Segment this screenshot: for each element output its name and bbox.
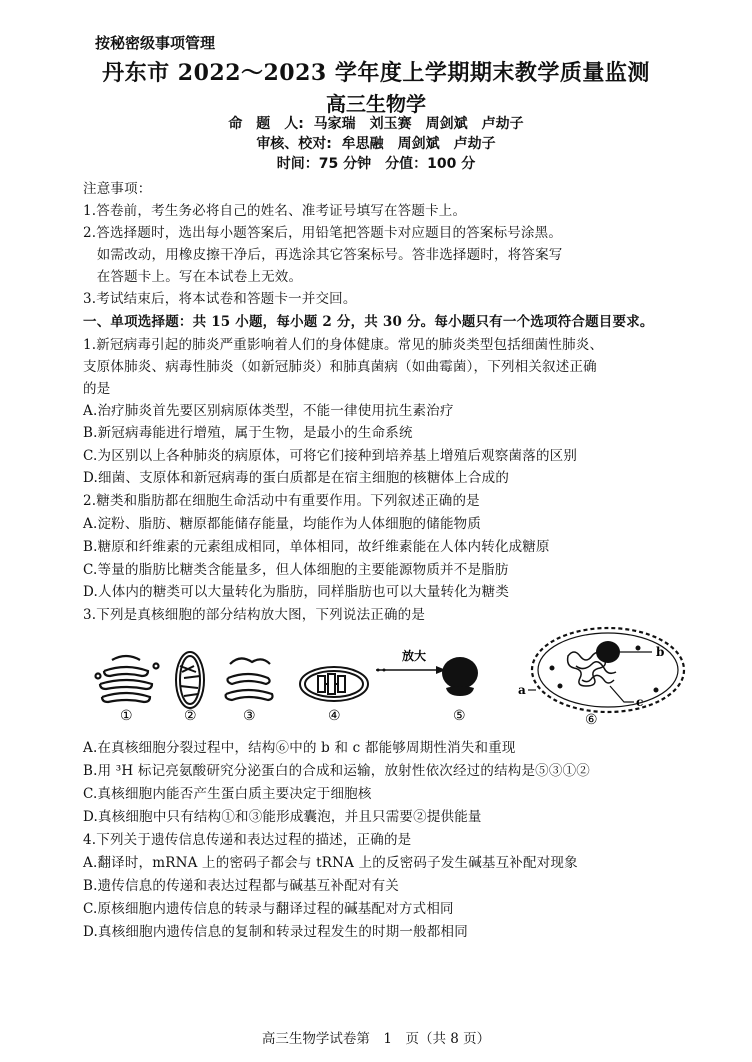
pointer-c-label: c xyxy=(636,695,644,709)
notice-item: 如需改动，用橡皮擦干净后，再选涂其它答案标号。答非选择题时，将答案写 xyxy=(83,247,563,263)
ribosome-enlarge-icon xyxy=(376,657,478,696)
nucleolus-icon xyxy=(596,641,620,663)
figure-label: ③ xyxy=(243,708,256,724)
pointer-b-label: b xyxy=(656,645,665,659)
page-footer: 高三生物学试卷第 1 页（共 8 页） xyxy=(261,1031,491,1047)
exam-subtitle: 高三生物学 xyxy=(326,92,426,116)
reviewers-names: 牟思融 周剑斌 卢劫子 xyxy=(341,136,496,152)
q3-option-b: B.用 ³H 标记亮氨酸研究分泌蛋白的合成和运输，放射性依次经过的结构是⑤③①② xyxy=(83,763,590,779)
figure-label: ⑥ xyxy=(585,712,598,726)
chloroplast-icon xyxy=(300,667,368,701)
q2-stem: 2.糖类和脂肪都在细胞生命活动中有重要作用。下列叙述正确的是 xyxy=(83,493,480,509)
secrecy-label: 按秘密级事项管理 xyxy=(95,34,216,52)
time-score: 时间：75 分钟 分值：100 分 xyxy=(276,156,476,172)
pointer-a-label: a xyxy=(518,683,526,697)
cell-structure-figure xyxy=(90,626,690,726)
mitochondrion-icon xyxy=(176,652,204,708)
authors-line xyxy=(0,113,752,133)
authors-label: 命 题 人: xyxy=(228,116,304,132)
q1-option-a: A.治疗肺炎首先要区别病原体类型，不能一律使用抗生素治疗 xyxy=(83,403,454,419)
nucleus-icon xyxy=(532,628,684,712)
q1-option-b: B.新冠病毒能进行增殖，属于生物，是最小的生命系统 xyxy=(83,425,413,441)
enlarge-arrow-label: 放大 xyxy=(402,649,427,663)
q2-option-a: A.淀粉、脂肪、糖原都能储存能量，均能作为人体细胞的储能物质 xyxy=(83,516,482,532)
q1-stem: 支原体肺炎、病毒性肺炎（如新冠肺炎）和肺真菌病（如曲霉菌），下列相关叙述正确 xyxy=(83,359,597,375)
q1-stem: 1.新冠病毒引起的肺炎严重影响着人们的身体健康。常见的肺炎类型包括细菌性肺炎、 xyxy=(83,337,604,353)
q1-option-d: D.细菌、支原体和新冠病毒的蛋白质都是在宿主细胞的核糖体上合成的 xyxy=(83,470,510,486)
q2-option-d: D.人体内的糖类可以大量转化为脂肪，同样脂肪也可以大量转化为糖类 xyxy=(83,584,510,600)
notice-heading: 注意事项： xyxy=(83,181,152,197)
q2-option-c: C.等量的脂肪比糖类含能量多，但人体细胞的主要能源物质并不是脂肪 xyxy=(83,562,509,578)
q3-option-d: D.真核细胞中只有结构①和③能形成囊泡，并且只需要②提供能量 xyxy=(83,809,482,825)
notice-item: 3.考试结束后，将本试卷和答题卡一并交回。 xyxy=(83,291,357,307)
notice-item: 在答题卡上。写在本试卷上无效。 xyxy=(83,269,303,285)
notice-item: 1.答卷前，考生务必将自己的姓名、准考证号填写在答题卡上。 xyxy=(83,203,467,219)
q4-option-c: C.原核细胞内遗传信息的转录与翻译过程的碱基配对方式相同 xyxy=(83,901,454,917)
endoplasmic-reticulum-icon xyxy=(226,658,273,700)
golgi-apparatus-icon xyxy=(96,656,159,702)
q4-option-d: D.真核细胞内遗传信息的复制和转录过程发生的时期一般都相同 xyxy=(83,924,468,940)
authors-names: 马家瑞 刘玉赛 周剑斌 卢劫子 xyxy=(313,116,524,132)
q1-option-c: C.为区别以上各种肺炎的病原体，可将它们接种到培养基上增殖后观察菌落的区别 xyxy=(83,448,578,464)
q1-stem: 的是 xyxy=(83,381,111,397)
q3-stem: 3.下列是真核细胞的部分结构放大图，下列说法正确的是 xyxy=(83,607,426,623)
notice-item: 2.答选择题时，选出每小题答案后，用铅笔把答题卡对应题目的答案标号涂黑。 xyxy=(83,225,563,241)
reviewers-line xyxy=(0,133,752,153)
q4-stem: 4.下列关于遗传信息传递和表达过程的描述，正确的是 xyxy=(83,832,412,848)
q3-option-c: C.真核细胞内能否产生蛋白质主要决定于细胞核 xyxy=(83,786,372,802)
q4-option-a: A.翻译时，mRNA 上的密码子都会与 tRNA 上的反密码子发生碱基互补配对现象 xyxy=(83,855,578,871)
q2-option-b: B.糖原和纤维素的元素组成相同，单体相同，故纤维素能在人体内转化成糖原 xyxy=(83,539,550,555)
figure-label: ⑤ xyxy=(453,708,466,724)
figure-label: ② xyxy=(184,708,197,724)
pointer-c-line xyxy=(610,686,634,702)
figure-label: ④ xyxy=(328,708,341,724)
section-heading: 一、单项选择题：共 15 小题，每小题 2 分，共 30 分。每小题只有一个选项符合题目要求。 xyxy=(83,314,654,330)
q4-option-b: B.遗传信息的传递和表达过程都与碱基互补配对有关 xyxy=(83,878,400,894)
reviewers-label: 审核、校对: xyxy=(256,136,332,152)
exam-title: 丹东市 2022～2023 学年度上学期期末教学质量监测 xyxy=(102,60,650,86)
q3-option-a: A.在真核细胞分裂过程中，结构⑥中的 b 和 c 都能够周期性消失和重现 xyxy=(83,740,516,756)
figure-label: ① xyxy=(120,708,133,724)
